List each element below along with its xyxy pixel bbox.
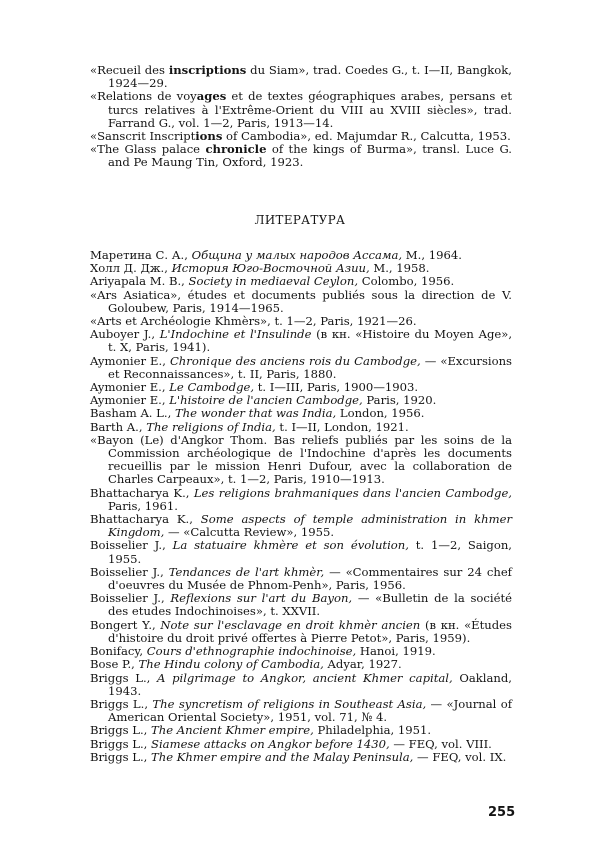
- section-heading: ЛИТЕРАТУРА: [254, 213, 346, 227]
- bibliography-entry: Aymonier E., Le Cambodge, t. I—III, Paris, 1900—1903.: [90, 380, 419, 395]
- literature-list: [90, 249, 512, 764]
- bibliography-entry: Boisselier J., Tendances de l'art khmèr, — «Commentaires sur 24 chef d'oeuvres du Musée de Phnom-Penh», Paris, 1956.: [90, 564, 512, 593]
- sources-list: [90, 64, 512, 170]
- bibliography-entry: Barth A., The religions of India, t. I—II, London, 1921.: [90, 419, 409, 434]
- bibliography-entry: Bhattacharya K., Les religions brahmaniques dans l'ancien Cambodge, Paris, 1961.: [90, 485, 512, 513]
- bibliography-entry: Briggs L., Siamese attacks on Angkor before 1430, — FEQ, vol. VIII.: [90, 736, 492, 751]
- source-entry: «Relations de voyages et de textes géographiques arabes, persans et turcs relatives à l'Extrême-Orient du VIII au XVIII siècles», trad. Farrand G., vol. 1—2, Paris, 1913—14.: [90, 89, 512, 130]
- bibliography-entry: «Ars Asiatica», études et documents publiés sous la direction de V. Goloubew, Paris, 1914—1965.: [90, 287, 512, 315]
- bibliography-entry: Briggs L., The syncretism of religions in Southeast Asia, — «Journal of American Oriental Society», 1951, vol. 71, № 4.: [90, 696, 512, 725]
- bibliography-entry: Маретина С. А., Община у малых народов Ассама, М., 1964.: [90, 248, 462, 262]
- bibliography-entry: Bonifacy, Cours d'ethnographie indochinoise, Hanoi, 1919.: [90, 644, 436, 659]
- bibliography-entry: Basham A. L., The wonder that was India, London, 1956.: [90, 406, 425, 421]
- source-entry: «Recueil des inscriptions du Siam», trad. Coedes G., t. I—II, Bangkok, 1924—29.: [90, 63, 512, 91]
- source-entry: «Sanscrit Inscriptions of Cambodia», ed. Majumdar R., Calcutta, 1953.: [90, 129, 511, 144]
- bibliography-entry: Boisselier J., La statuaire khmère et son évolution, t. 1—2, Saigon, 1955.: [90, 538, 512, 566]
- bibliography-entry: Briggs L., The Ancient Khmer empire, Philadelphia, 1951.: [90, 723, 432, 738]
- bibliography-entry: Bhattacharya K., Some aspects of temple administration in khmer Kingdom, — «Calcutta Review», 1955.: [90, 512, 512, 540]
- bibliography-entry: Briggs L., A pilgrimage to Angkor, ancient Khmer capital, Oakland, 1943.: [90, 670, 512, 698]
- bibliography-entry: Холл Д. Дж., История Юго-Восточной Азии, М., 1958.: [90, 261, 430, 276]
- bibliography-entry: Auboyer J., L'Indochine et l'Insulinde (в кн. «Histoire du Moyen Age», t. X, Paris, 1941).: [90, 327, 512, 355]
- bibliography-entry: Ariyapala M. B., Society in mediaeval Ceylon, Colombo, 1956.: [90, 274, 455, 289]
- bibliography-entry: Boisselier J., Reflexions sur l'art du Bayon, — «Bulletin de la société des etudes Indochinoises», t. XXVII.: [90, 591, 512, 619]
- bibliography-entry: «Bayon (Le) d'Angkor Thom. Bas reliefs publiés par les soins de la Commission archéologique de l'Indochine d'après les documents recueillis par le mission Henri Dufour, avec la collaboration de Charles Carpeaux», t. 1—2, Paris, 1910—1913.: [90, 432, 512, 487]
- bibliography-entry: Aymonier E., L'histoire de l'ancien Cambodge, Paris, 1920.: [90, 393, 437, 408]
- bibliography-entry: Briggs L., The Khmer empire and the Malay Peninsula, — FEQ, vol. IX.: [90, 749, 507, 764]
- bibliography-entry: Aymonier E., Chronique des anciens rois du Cambodge, — «Excursions et Reconnaissances», t. II, Paris, 1880.: [90, 353, 513, 381]
- bibliography-entry: Bose P., The Hindu colony of Cambodia, Adyar, 1927.: [90, 657, 402, 672]
- source-entry: «The Glass palace chronicle of the kings of Burma», transl. Luce G. and Pe Maung Tin, Oxford, 1923.: [90, 142, 512, 170]
- page-number: 255: [488, 805, 516, 820]
- bibliography-entry: Bongert Y., Note sur l'esclavage en droit khmèr ancien (в кн. «Études d'histoire du droit privé offertes à Pierre Petot», Paris, 1959).: [90, 617, 512, 645]
- bibliography-entry: «Arts et Archéologie Khmèrs», t. 1—2, Paris, 1921—26.: [90, 314, 417, 329]
